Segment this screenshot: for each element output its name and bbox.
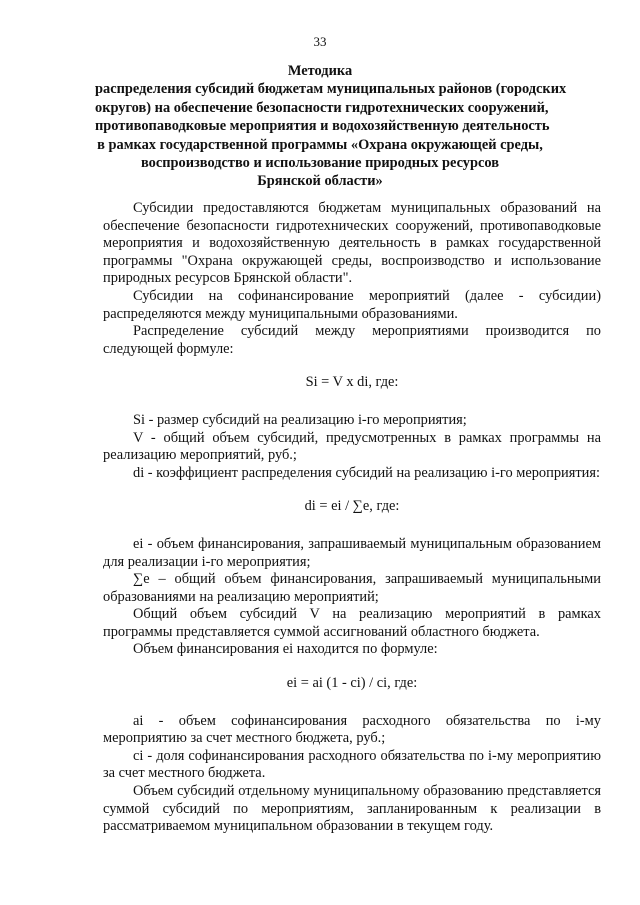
definition-ci: ci - доля софинансирования расходного обязательства по i-му мероприятию за счет местного бюджета. bbox=[103, 747, 601, 782]
definition-si: Si - размер субсидий на реализацию i-го мероприятия; bbox=[133, 411, 467, 428]
definition-v: V - общий объем субсидий, предусмотренных в рамках программы на реализацию мероприятий, руб.; bbox=[103, 429, 601, 464]
document-body bbox=[103, 200, 601, 836]
formula-si: Si = V x di, где: bbox=[305, 374, 399, 391]
definition-di: di - коэффициент распределения субсидий на реализацию i-го мероприятия: bbox=[133, 464, 600, 481]
paragraph-subsidies-purpose: Субсидии предоставляются бюджетам муниципальных образований на обеспечение безопасности гидротехнических сооружений, противопаводковые мероприятия и водохозяйственную деятельность в рамках государственной программы "Охрана окружающей среды, воспроизводство и использование природных ресурсов Брянской области". bbox=[103, 200, 601, 287]
title-line: распределения субсидий бюджетам муниципальных районов (городских bbox=[95, 81, 567, 98]
paragraph-distribution: Распределение субсидий между мероприятиями производится по следующей формуле: bbox=[103, 323, 601, 357]
document-title bbox=[95, 62, 567, 191]
title-line: Брянской области» bbox=[257, 173, 383, 190]
paragraph-ei-formula: Объем финансирования ei находится по формуле: bbox=[133, 641, 438, 658]
paragraph-municipal-subsidies: Объем субсидий отдельному муниципальному образованию представляется суммой субсидий по мероприятиям, запланированным к реализации в рассматриваемом муниципальном образовании в текущем году. bbox=[103, 783, 601, 835]
title-line: округов) на обеспечение безопасности гидротехнических сооружений, bbox=[95, 99, 549, 116]
title-heading: Методика bbox=[287, 63, 353, 79]
paragraph-cofinancing: Субсидии на софинансирование мероприятий (далее - субсидии) распределяются между муниципальными образованиями. bbox=[103, 287, 601, 322]
title-line: воспроизводство и использование природных ресурсов bbox=[140, 155, 500, 172]
page-number: 33 bbox=[313, 34, 327, 49]
formula-ei: ei = ai (1 - ci) / ci, где: bbox=[286, 675, 418, 692]
definition-sum-e: ∑e – общий объем финансирования, запрашиваемый муниципальными образованиями на реализацию мероприятий; bbox=[103, 571, 601, 605]
definition-ai: ai - объем софинансирования расходного обязательства по i-му мероприятию за счет местного бюджета, руб.; bbox=[103, 712, 601, 747]
definition-ei: ei - объем финансирования, запрашиваемый муниципальным образованием для реализации i-го мероприятия; bbox=[103, 535, 601, 570]
paragraph-total-volume: Общий объем субсидий V на реализацию мероприятий в рамках программы представляется суммой ассигнований областного бюджета. bbox=[103, 606, 601, 640]
title-line: противопаводковые мероприятия и водохозяйственную деятельность bbox=[95, 118, 550, 135]
title-line: в рамках государственной программы «Охрана окружающей среды, bbox=[97, 136, 543, 153]
formula-di: di = ei / ∑e, где: bbox=[304, 498, 400, 515]
